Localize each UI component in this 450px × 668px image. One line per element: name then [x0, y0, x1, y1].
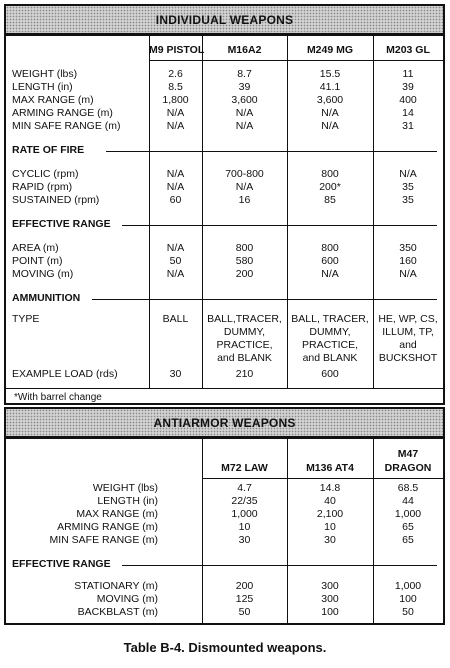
table-cell: N/A: [321, 120, 339, 132]
table-cell: 2.6: [168, 68, 183, 80]
table-cell: 11: [402, 68, 414, 80]
ammo-type-line: ILLUM, TP,: [382, 326, 434, 338]
column-header-m16a2: M16A2: [227, 44, 262, 56]
table-cell: N/A: [166, 107, 185, 119]
row-label: WEIGHT (lbs): [12, 68, 78, 80]
table-cell: 100: [321, 606, 339, 618]
table-cell: 1,000: [231, 508, 258, 520]
table-caption: Table B-4. Dismounted weapons.: [123, 640, 327, 655]
ammo-type-line: and: [399, 339, 417, 351]
section-rule: [106, 151, 437, 152]
ammo-type-line: DUMMY,: [309, 326, 351, 338]
table-cell: 300: [321, 580, 339, 592]
table-cell: 40: [324, 495, 336, 507]
table-cell: 1,000: [394, 508, 422, 520]
table-cell: 160: [399, 255, 417, 267]
antiarmor-weapons-title: ANTIARMOR WEAPONS: [153, 416, 296, 430]
table-cell: N/A: [399, 268, 417, 280]
table-cell: 100: [399, 593, 417, 605]
table-cell: N/A: [399, 168, 417, 180]
antiarmor-weapons-header: [6, 409, 443, 439]
table-cell: N/A: [166, 120, 185, 132]
column-header-rule: [149, 60, 443, 61]
table-cell: 300: [321, 593, 339, 605]
table-cell: 350: [399, 242, 417, 254]
row-label: SUSTAINED (rpm): [12, 194, 100, 206]
table-cell: 10: [324, 521, 336, 533]
column-header-m203-gl: M203 GL: [386, 44, 430, 56]
ammo-type-cell: [202, 313, 287, 365]
ammo-type-line: BALL, TRACER,: [291, 313, 369, 325]
table-cell: 68.5: [397, 482, 419, 494]
column-header-m249-mg: M249 MG: [306, 44, 354, 56]
ammo-type-line: PRACTICE,: [216, 339, 273, 351]
table-cell: N/A: [235, 120, 254, 132]
row-label: POINT (m): [12, 255, 63, 267]
footnote: *With barrel change: [14, 392, 102, 403]
section-heading-effective-range: EFFECTIVE RANGE: [12, 218, 111, 230]
individual-weapons-title: INDIVIDUAL WEAPONS: [155, 13, 294, 27]
table-cell: 600: [321, 368, 339, 380]
column-header-rule: [202, 478, 443, 479]
table-cell: 35: [402, 194, 414, 206]
row-label: MAX RANGE (m): [12, 94, 94, 106]
table-cell: 800: [321, 242, 339, 254]
table-cell: 30: [324, 534, 336, 546]
table-cell: 39: [238, 81, 251, 93]
section-rule: [122, 565, 437, 566]
section-heading-rate-of-fire: RATE OF FIRE: [12, 144, 85, 156]
table-cell: 39: [402, 81, 414, 93]
ammo-type-line: and BLANK: [302, 352, 358, 364]
table-cell: 41.1: [319, 81, 341, 93]
table-cell: 200*: [319, 181, 341, 193]
row-label: TYPE: [12, 313, 40, 325]
table-cell: 2,100: [316, 508, 344, 520]
row-label: MOVING (m): [96, 593, 158, 605]
column-header-m9-pistol: M9 PISTOL: [149, 44, 205, 56]
table-cell: 50: [402, 606, 414, 618]
row-label: ARMING RANGE (m): [57, 521, 158, 533]
column-header-m47-dragon: [373, 447, 443, 475]
table-cell: N/A: [321, 268, 339, 280]
table-cell: 22/35: [231, 495, 258, 507]
ammo-type-line: and BLANK: [217, 352, 272, 364]
table-cell: 16: [238, 194, 251, 206]
table-cell: 200: [235, 268, 254, 280]
ammo-type-cell: [287, 313, 373, 365]
table-cell: 1,000: [394, 580, 422, 592]
row-label: LENGTH (in): [97, 495, 158, 507]
table-cell: 3,600: [316, 94, 344, 106]
section-rule: [92, 299, 437, 300]
table-cell: N/A: [235, 107, 254, 119]
table-cell: 15.5: [319, 68, 341, 80]
section-heading-effective-range: EFFECTIVE RANGE: [12, 558, 111, 570]
antiarmor-weapons-table: [4, 407, 445, 625]
table-cell: 210: [235, 368, 254, 380]
table-cell: 700-800: [225, 168, 264, 180]
table-cell: 800: [321, 168, 339, 180]
table-cell: N/A: [321, 107, 339, 119]
table-cell: 400: [399, 94, 417, 106]
row-label: MOVING (m): [12, 268, 74, 280]
table-cell: 600: [321, 255, 339, 267]
table-cell: 580: [235, 255, 254, 267]
table-cell: 65: [402, 521, 414, 533]
individual-weapons-header: [6, 6, 443, 36]
row-label: STATIONARY (m): [74, 580, 158, 592]
table-cell: 60: [169, 194, 182, 206]
table-cell: 14: [402, 107, 414, 119]
table-cell: 50: [169, 255, 182, 267]
table-cell: N/A: [166, 242, 185, 254]
ammo-type-cell: [373, 313, 443, 365]
table-cell: N/A: [166, 181, 185, 193]
table-cell: 35: [402, 181, 414, 193]
row-label: LENGTH (in): [12, 81, 73, 93]
table-cell: N/A: [235, 181, 254, 193]
row-label: MIN SAFE RANGE (m): [12, 120, 121, 132]
table-cell: 30: [169, 368, 182, 380]
table-cell: 1,800: [162, 94, 189, 106]
table-cell: 4.7: [237, 482, 252, 494]
table-cell: 85: [324, 194, 336, 206]
row-label: BACKBLAST (m): [77, 606, 158, 618]
section-heading-ammunition: AMMUNITION: [12, 292, 81, 304]
table-cell: 31: [402, 120, 414, 132]
column-header-m72-law: M72 LAW: [221, 462, 268, 474]
ammo-type-line: DUMMY,: [223, 326, 266, 338]
column-header-line: DRAGON: [384, 462, 432, 474]
row-label: EXAMPLE LOAD (rds): [12, 368, 118, 380]
table-cell: N/A: [166, 268, 185, 280]
column-header-m136-at4: M136 AT4: [306, 462, 354, 474]
table-cell: N/A: [166, 168, 185, 180]
table-cell: 800: [235, 242, 254, 254]
row-label: CYCLIC (rpm): [12, 168, 79, 180]
table-bottom-rule: [6, 388, 443, 389]
table-cell: 50: [238, 606, 251, 618]
ammo-type-line: BUCKSHOT: [378, 352, 438, 364]
table-cell: 125: [235, 593, 254, 605]
table-cell: 44: [402, 495, 414, 507]
table-cell: 3,600: [231, 94, 258, 106]
table-cell: 10: [238, 521, 251, 533]
table-cell: 14.8: [319, 482, 341, 494]
table-cell: 65: [402, 534, 414, 546]
ammo-type-line: HE, WP, CS,: [378, 313, 438, 325]
table-cell: 200: [235, 580, 254, 592]
row-label: AREA (m): [12, 242, 59, 254]
row-label: RAPID (rpm): [12, 181, 73, 193]
ammo-type-line: PRACTICE,: [301, 339, 358, 351]
row-label: MAX RANGE (m): [76, 508, 158, 520]
row-label: ARMING RANGE (m): [12, 107, 113, 119]
column-header-line: M47: [397, 448, 419, 460]
ammo-type-cell: [149, 313, 202, 326]
ammo-type-line: BALL,TRACER,: [207, 313, 282, 325]
section-rule: [122, 225, 437, 226]
table-cell: 8.5: [168, 81, 183, 93]
table-cell: 30: [238, 534, 251, 546]
individual-weapons-table: [4, 4, 445, 405]
row-label: MIN SAFE RANGE (m): [49, 534, 158, 546]
row-label: WEIGHT (lbs): [92, 482, 158, 494]
ammo-type-line: BALL: [162, 313, 189, 325]
table-cell: 8.7: [237, 68, 252, 80]
